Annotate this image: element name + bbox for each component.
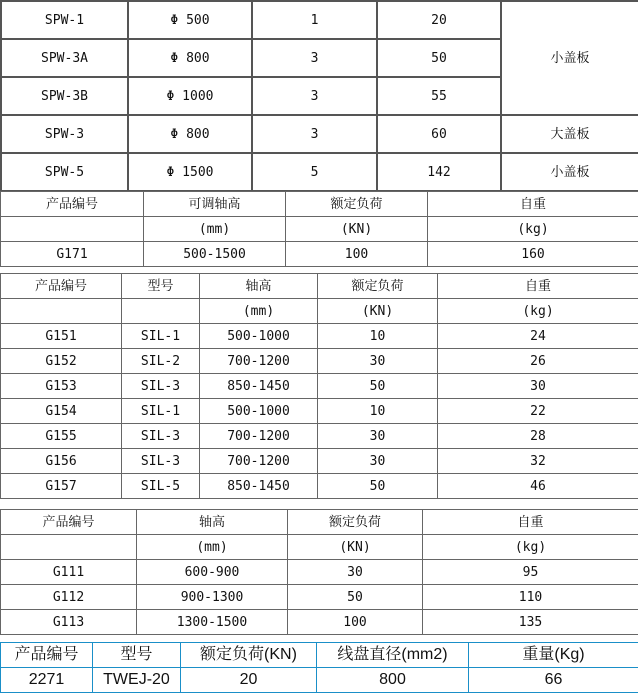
unit-cell: (mm) <box>144 217 286 242</box>
table-row <box>1 668 638 693</box>
cell: 500-1500 <box>144 242 286 267</box>
cell: 850-1450 <box>200 474 318 499</box>
table-unit-row <box>1 535 638 560</box>
cell: 50 <box>318 474 438 499</box>
cell: 66 <box>469 668 638 693</box>
table-row <box>1 585 638 610</box>
cell: G155 <box>1 424 122 449</box>
column-header: 轴高 <box>137 510 288 535</box>
cell: 2271 <box>1 668 93 693</box>
cell: 30 <box>318 349 438 374</box>
unit-cell: (mm) <box>137 535 288 560</box>
cell: Φ 800 <box>128 115 252 153</box>
cell: SPW-5 <box>1 153 128 191</box>
cell: 135 <box>423 610 638 635</box>
table-header-row <box>1 510 638 535</box>
cell: 30 <box>288 560 423 585</box>
cell: 500-1000 <box>200 399 318 424</box>
table-row <box>1 242 638 267</box>
cover-type-cell: 小盖板 <box>501 1 638 115</box>
column-header: 自重 <box>438 274 638 299</box>
column-header: 额定负荷(KN) <box>181 643 317 668</box>
cell: 26 <box>438 349 638 374</box>
cell: G157 <box>1 474 122 499</box>
cell: Φ 800 <box>128 39 252 77</box>
column-header: 额定负荷 <box>288 510 423 535</box>
cell: 100 <box>286 242 428 267</box>
cell: 50 <box>377 39 501 77</box>
cell: G154 <box>1 399 122 424</box>
cell: 900-1300 <box>137 585 288 610</box>
table-header-row <box>1 274 638 299</box>
cell: 60 <box>377 115 501 153</box>
spw-table <box>0 0 638 192</box>
table-row <box>1 349 638 374</box>
column-header: 型号 <box>93 643 181 668</box>
cell: 5 <box>252 153 377 191</box>
cell: 30 <box>318 449 438 474</box>
table-header-row <box>1 192 638 217</box>
table-row <box>1 424 638 449</box>
cell: 1300-1500 <box>137 610 288 635</box>
cell: 30 <box>438 374 638 399</box>
table-row <box>1 610 638 635</box>
cell: 110 <box>423 585 638 610</box>
cell: 700-1200 <box>200 424 318 449</box>
column-header: 产品编号 <box>1 274 122 299</box>
g11x-table <box>0 509 638 635</box>
cell: G171 <box>1 242 144 267</box>
cell: Φ 1000 <box>128 77 252 115</box>
cell: 28 <box>438 424 638 449</box>
column-header: 线盘直径(mm2) <box>317 643 469 668</box>
cell: 1 <box>252 1 377 39</box>
cell: Φ 1500 <box>128 153 252 191</box>
cell: 160 <box>428 242 638 267</box>
column-header: 可调轴高 <box>144 192 286 217</box>
unit-cell: (kg) <box>428 217 638 242</box>
table-row <box>1 399 638 424</box>
cell: 800 <box>317 668 469 693</box>
column-header: 自重 <box>428 192 638 217</box>
cell: SIL-1 <box>122 324 200 349</box>
unit-cell <box>122 299 200 324</box>
unit-cell: (KN) <box>318 299 438 324</box>
cell: 32 <box>438 449 638 474</box>
cell: SPW-3A <box>1 39 128 77</box>
cell: 10 <box>318 324 438 349</box>
cell: G152 <box>1 349 122 374</box>
cell: 50 <box>288 585 423 610</box>
unit-cell: (kg) <box>438 299 638 324</box>
cell: 700-1200 <box>200 349 318 374</box>
cell: 3 <box>252 77 377 115</box>
table-row <box>1 1 638 39</box>
cell: 50 <box>318 374 438 399</box>
column-header: 轴高 <box>200 274 318 299</box>
cell: 3 <box>252 39 377 77</box>
cell: G113 <box>1 610 137 635</box>
cell: SPW-1 <box>1 1 128 39</box>
cell: 22 <box>438 399 638 424</box>
cell: 20 <box>377 1 501 39</box>
cell: Φ 500 <box>128 1 252 39</box>
column-header: 自重 <box>423 510 638 535</box>
table-row <box>1 449 638 474</box>
unit-cell: (KN) <box>288 535 423 560</box>
table-unit-row <box>1 299 638 324</box>
cell: G112 <box>1 585 137 610</box>
unit-cell <box>1 535 137 560</box>
column-header: 产品编号 <box>1 192 144 217</box>
cell: 20 <box>181 668 317 693</box>
cell: 600-900 <box>137 560 288 585</box>
cell: 142 <box>377 153 501 191</box>
cell: G151 <box>1 324 122 349</box>
table-unit-row <box>1 217 638 242</box>
cell: 10 <box>318 399 438 424</box>
unit-cell <box>1 299 122 324</box>
cell: 700-1200 <box>200 449 318 474</box>
unit-cell: (kg) <box>423 535 638 560</box>
table-header-row <box>1 643 638 668</box>
column-header: 产品编号 <box>1 643 93 668</box>
cell: SIL-5 <box>122 474 200 499</box>
table-row <box>1 324 638 349</box>
unit-cell: (KN) <box>286 217 428 242</box>
cell: 500-1000 <box>200 324 318 349</box>
column-header: 重量(Kg) <box>469 643 638 668</box>
cell: 850-1450 <box>200 374 318 399</box>
column-header: 额定负荷 <box>286 192 428 217</box>
unit-cell <box>1 217 144 242</box>
cover-type-cell: 大盖板 <box>501 115 638 153</box>
table-row <box>1 474 638 499</box>
cell: 30 <box>318 424 438 449</box>
cell: TWEJ-20 <box>93 668 181 693</box>
cell: 100 <box>288 610 423 635</box>
cell: 3 <box>252 115 377 153</box>
unit-cell: (mm) <box>200 299 318 324</box>
table-row <box>1 560 638 585</box>
cell: G153 <box>1 374 122 399</box>
cell: SIL-3 <box>122 374 200 399</box>
cell: 95 <box>423 560 638 585</box>
cell: SIL-1 <box>122 399 200 424</box>
column-header: 额定负荷 <box>318 274 438 299</box>
cell: 55 <box>377 77 501 115</box>
table-row <box>1 374 638 399</box>
g171-table <box>0 191 638 267</box>
column-header: 型号 <box>122 274 200 299</box>
twej-table <box>0 642 638 693</box>
column-header: 产品编号 <box>1 510 137 535</box>
cell: 24 <box>438 324 638 349</box>
cell: 46 <box>438 474 638 499</box>
sil-table <box>0 273 638 499</box>
cell: SIL-2 <box>122 349 200 374</box>
cell: SPW-3B <box>1 77 128 115</box>
cell: SIL-3 <box>122 424 200 449</box>
cell: SIL-3 <box>122 449 200 474</box>
cell: G111 <box>1 560 137 585</box>
table-row <box>1 115 638 153</box>
cell: SPW-3 <box>1 115 128 153</box>
cover-type-cell: 小盖板 <box>501 153 638 191</box>
table-row <box>1 153 638 191</box>
cell: G156 <box>1 449 122 474</box>
